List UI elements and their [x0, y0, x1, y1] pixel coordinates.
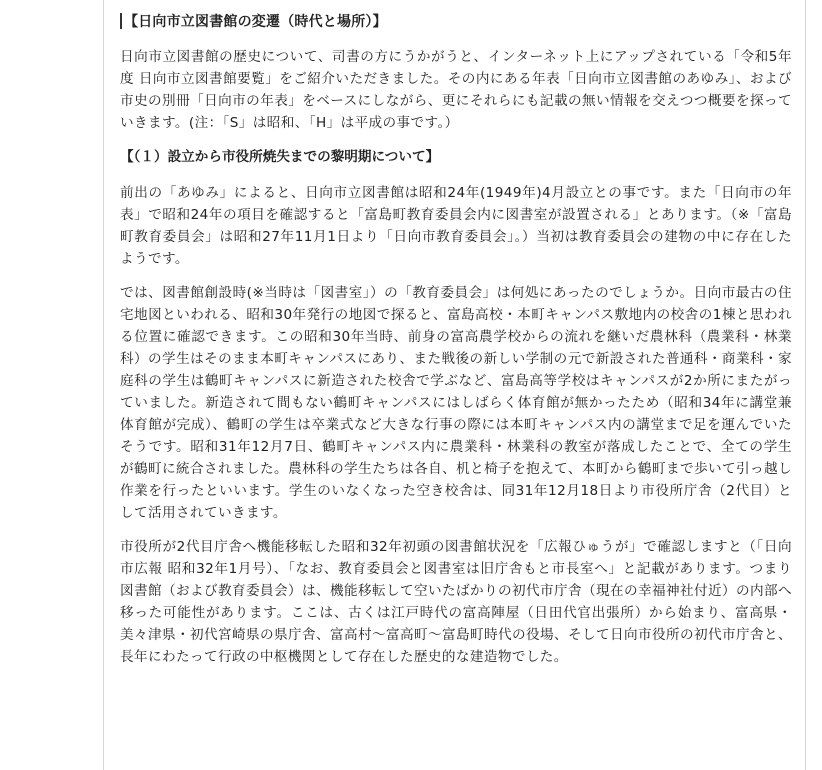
article-container [103, 0, 806, 770]
intro-paragraph: 日向市立図書館の歴史について、司書の方にうかがうと、インターネット上にアップされている「令和5年度 日向市立図書館要覧」をご紹介いただきました。その内にある年表「日向市立図書館のあゆみ」、および市史の別冊「日向市の年表」をベースにしながら、更にそれらにも記載の無い情報を交えつつ概要を探っていきます。(注：「S」は昭和、「H」は平成の事です。） [120, 49, 792, 131]
title-accent-bar [120, 13, 122, 29]
paragraph-first-city-hall: 市役所が2代目庁舎へ機能移転した昭和32年初頭の図書館状況を「広報ひゅうが」で確認しますと（「日向市広報 昭和32年1月号）、「なお、教育委員会と図書室は旧庁舎もと市長室へ」と記載があります。つまり図書館（および教育委員会）は、機能移転して空いたばかりの初代市庁舎（現在の幸福神社付近）の内部へ移った可能性があります。ここは、古くは江戸時代の富高陣屋（日田代官出張所）から始まり、富高県・美々津県・初代宮崎県の県庁舎、富高村～富高町～富島町時代の役場、そして日向市役所の初代市庁舎と、長年にわたって行政の中枢機関として存在した歴史的な建造物でした。 [120, 539, 792, 665]
section-heading-1: 【（１）設立から市役所焼失までの黎明期について】 [120, 149, 440, 165]
paragraph-founding: 前出の「あゆみ」によると、日向市立図書館は昭和24年(1949年)4月設立との事です。また「日向市の年表」で昭和24年の項目を確認すると「富島町教育委員会内に図書室が設置される」とあります。（※「富島町教育委員会」は昭和27年11月1日より「日向市教育委員会」。）当初は教育委員会の建物の中に存在したようです。 [120, 185, 792, 267]
article-body [120, 10, 792, 680]
article-title [120, 10, 792, 34]
article-title-text: 【日向市立図書館の変遷（時代と場所）】 [124, 14, 387, 30]
paragraph-education-board-location: では、図書館創設時(※当時は「図書室」）の「教育委員会」は何処にあったのでしょうか。日向市最古の住宅地図といわれる、昭和30年発行の地図で探ると、富島高校・本町キャンパス敷地内の校舎の1棟と思われる位置に確認できます。この昭和30年当時、前身の富高農学校からの流れを継いだ農林科（農業科・林業科）の学生はそのまま本町キャンパスにあり、また戦後の新しい学制の元で新設された普通科・商業科・家庭科の学生は鶴町キャンパスに新造された校舎で学ぶなど、富島高等学校はキャンパスが2か所にまたがっていました。新造されて間もない鶴町キャンパスにはしばらく体育館が無かったため（昭和34年に講堂兼体育館が完成）、鶴町の学生は卒業式など大きな行事の際には本町キャンパス内の講堂まで足を運んでいたそうです。昭和31年12月7日、鶴町キャンパス内に農業科・林業科の教室が落成したことで、全ての学生が鶴町に統合されました。農林科の学生たちは各自、机と椅子を抱えて、本町から鶴町まで歩いて引っ越し作業を行ったといいます。学生のいなくなった空き校舎は、同31年12月18日より市役所庁舎（2代目）として活用されていきます。 [120, 285, 792, 521]
